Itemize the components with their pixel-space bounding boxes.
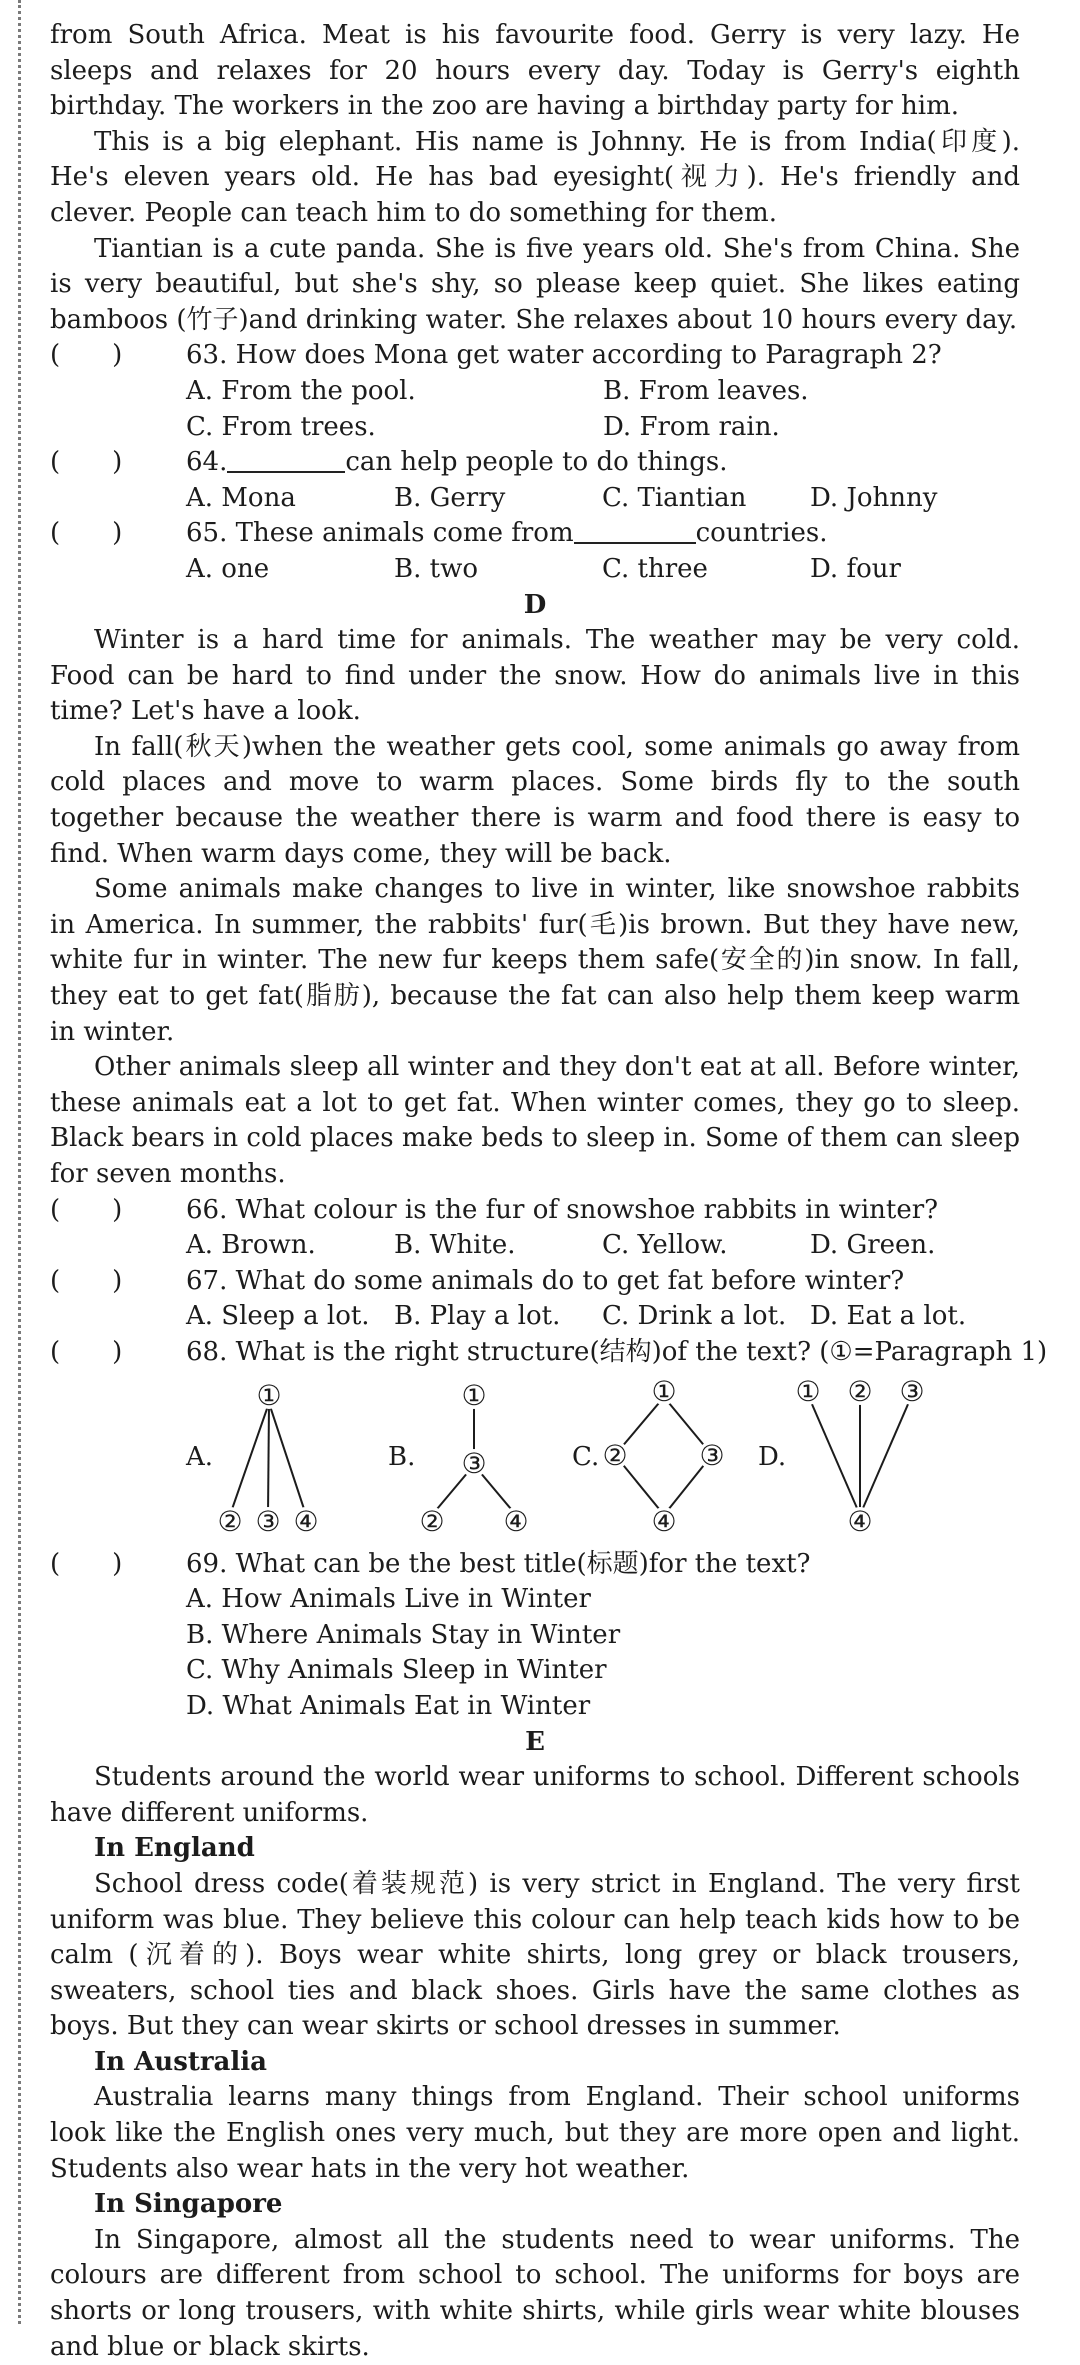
- exam-page: [50, 18, 1048, 2365]
- node-c-3-label: ③: [699, 1438, 725, 1472]
- question-64-options: [50, 481, 1020, 517]
- question-67: [50, 1264, 1020, 1300]
- option-67-b[interactable]: B. Play a lot.: [394, 1301, 561, 1332]
- node-a-2-label: ②: [217, 1504, 243, 1538]
- option-68-a[interactable]: A.: [186, 1441, 214, 1472]
- node-b-4-label: ④: [503, 1504, 529, 1538]
- answer-bracket-67[interactable]: ( ): [50, 1265, 123, 1296]
- question-66-stem: 66. What colour is the fur of snowshoe rabbits in winter?: [186, 1194, 939, 1225]
- diagram-a-line: [269, 1403, 306, 1515]
- node-d-1-label: ①: [795, 1374, 821, 1408]
- node-c-4-label: ④: [651, 1504, 677, 1538]
- subheading-singapore: In Singapore: [94, 2189, 283, 2220]
- node-c-1-label: ①: [651, 1374, 677, 1408]
- node-b-2-label: ②: [419, 1504, 445, 1538]
- option-64-d[interactable]: D. Johnny: [810, 482, 938, 513]
- node-c-2-label: ②: [602, 1438, 628, 1472]
- question-64-number: 64.: [186, 447, 228, 478]
- option-69-b[interactable]: B. Where Animals Stay in Winter: [186, 1619, 621, 1650]
- question-67-options: [50, 1299, 1020, 1335]
- question-64: [50, 445, 1020, 481]
- diagram-d-line: [808, 1395, 860, 1515]
- passage-e-paragraph-4: In Singapore, almost all the students need to wear uniforms. The colours are different from school to school. The uniforms for boys are shorts or long trousers, with white shirts, while girls wear white blouses and blue or black skirts.: [50, 2224, 1020, 2362]
- node-a-3-label: ③: [255, 1504, 281, 1538]
- option-64-a[interactable]: A. Mona: [186, 482, 296, 513]
- passage-c-paragraph-2: This is a big elephant. His name is Johnny. He is from India(印度). He's eleven years old. He has bad eyesight(视力). He's friendly and clever. People can teach him to do something for them.: [50, 126, 1020, 228]
- option-65-a[interactable]: A. one: [186, 553, 270, 584]
- option-69-d[interactable]: D. What Animals Eat in Winter: [186, 1690, 591, 1721]
- structure-diagrams-svg: [50, 1371, 1020, 1547]
- answer-bracket-63[interactable]: ( ): [50, 340, 123, 371]
- passage-d-paragraph-3: Some animals make changes to live in winter, like snowshoe rabbits in America. In summer, the rabbits' fur(毛)is brown. But they have new, white fur in winter. The new fur keeps them safe(安全的)in snow. In fall, they eat to get fat(脂肪), because the fat can also help them keep warm in winter.: [50, 874, 1020, 1047]
- binding-margin-dotted-line: [18, 0, 21, 2324]
- node-b-3-label: ③: [461, 1446, 487, 1480]
- question-63-options-row-2: [50, 410, 1020, 446]
- option-65-c[interactable]: C. three: [602, 553, 708, 584]
- question-65: [50, 516, 1020, 552]
- question-64-stem: can help people to do things.: [345, 447, 728, 478]
- answer-bracket-66[interactable]: ( ): [50, 1194, 123, 1225]
- structure-diagrams: [50, 1371, 1020, 1547]
- diagram-d-line: [860, 1395, 912, 1515]
- answer-bracket-64[interactable]: ( ): [50, 447, 123, 478]
- answer-bracket-69[interactable]: ( ): [50, 1548, 123, 1579]
- question-69-stem: 69. What can be the best title(标题)for the text?: [186, 1548, 811, 1579]
- subheading-australia: In Australia: [94, 2046, 267, 2077]
- option-68-b[interactable]: B.: [388, 1441, 416, 1472]
- passage-e-paragraph-3: Australia learns many things from England. Their school uniforms look like the English ones very much, but they are more open and light. Students also wear hats in the very hot weather.: [50, 2082, 1020, 2184]
- question-65-stem-end: countries.: [695, 518, 828, 549]
- option-67-d[interactable]: D. Eat a lot.: [810, 1301, 967, 1332]
- node-d-3-label: ③: [899, 1374, 925, 1408]
- option-64-b[interactable]: B. Gerry: [394, 482, 506, 513]
- node-b-1-label: ①: [461, 1378, 487, 1412]
- passage-c-paragraph-3: Tiantian is a cute panda. She is five years old. She's from China. She is very beautiful, but she's shy, so please keep quiet. She likes eating bamboos (竹子)and drinking water. She relaxes about 10 hours every day.: [50, 233, 1020, 335]
- option-66-d[interactable]: D. Green.: [810, 1230, 936, 1261]
- passage-d-paragraph-2: In fall(秋天)when the weather gets cool, some animals go away from cold places and move to warm places. Some birds fly to the south together because the weather there is warm and food there is easy to find. When warm days come, they will be back.: [50, 731, 1020, 869]
- question-63-options-row-1: [50, 374, 1020, 410]
- node-a-4-label: ④: [293, 1504, 319, 1538]
- question-63: [50, 338, 1020, 374]
- question-66-options: [50, 1228, 1020, 1264]
- option-63-b[interactable]: B. From leaves.: [603, 375, 809, 406]
- option-64-c[interactable]: C. Tiantian: [602, 482, 747, 513]
- question-65-stem: 65. These animals come from: [186, 518, 574, 549]
- option-66-a[interactable]: A. Brown.: [186, 1230, 316, 1261]
- option-69-a[interactable]: A. How Animals Live in Winter: [186, 1584, 591, 1615]
- option-65-d[interactable]: D. four: [810, 553, 901, 584]
- question-67-stem: 67. What do some animals do to get fat before winter?: [186, 1265, 905, 1296]
- section-e-heading: E: [525, 1726, 545, 1757]
- option-68-d[interactable]: D.: [758, 1441, 787, 1472]
- passage-d-paragraph-1: Winter is a hard time for animals. The weather may be very cold. Food can be hard to find under the snow. How do animals live in this time? Let's have a look.: [50, 625, 1020, 727]
- node-d-2-label: ②: [847, 1374, 873, 1408]
- question-68-stem: 68. What is the right structure(结构)of the text? (①=Paragraph 1): [186, 1336, 1048, 1367]
- option-67-c[interactable]: C. Drink a lot.: [602, 1301, 787, 1332]
- option-67-a[interactable]: A. Sleep a lot.: [186, 1301, 370, 1332]
- option-63-a[interactable]: A. From the pool.: [186, 375, 416, 406]
- question-66: [50, 1193, 1020, 1229]
- option-66-b[interactable]: B. White.: [394, 1230, 516, 1261]
- question-68: [50, 1335, 1048, 1371]
- option-69-c[interactable]: C. Why Animals Sleep in Winter: [186, 1655, 607, 1686]
- question-63-stem: 63. How does Mona get water according to Paragraph 2?: [186, 340, 942, 371]
- question-69: [50, 1547, 1020, 1583]
- section-d-heading: D: [523, 589, 547, 620]
- passage-e-paragraph-2: School dress code(着装规范) is very strict in England. The very first uniform was blue. They believe this colour can help teach kids how to be calm (沉着的). Boys wear white shirts, long grey or black trousers, sweaters, school ties and black shoes. Girls have the same clothes as boys. But they can wear skirts or school dresses in summer.: [50, 1868, 1020, 2042]
- answer-bracket-68[interactable]: ( ): [50, 1336, 123, 1367]
- option-63-d[interactable]: D. From rain.: [603, 411, 780, 442]
- answer-blank-65[interactable]: [574, 516, 696, 544]
- diagram-a-line: [268, 1403, 269, 1515]
- option-65-b[interactable]: B. two: [394, 553, 478, 584]
- answer-bracket-65[interactable]: ( ): [50, 518, 123, 549]
- option-68-c[interactable]: C.: [572, 1441, 600, 1472]
- passage-c-paragraph-1: from South Africa. Meat is his favourite food. Gerry is very lazy. He sleeps and relaxes for 20 hours every day. Today is Gerry's eighth birthday. The workers in the zoo are having a birthday party for him.: [50, 20, 1020, 122]
- node-a-1-label: ①: [256, 1378, 282, 1412]
- passage-d-paragraph-4: Other animals sleep all winter and they don't eat at all. Before winter, these animals eat a lot to get fat. When winter comes, they go to sleep. Black bears in cold places make beds to sleep in. Some of them can sleep for seven months.: [50, 1052, 1020, 1189]
- question-65-options: [50, 552, 1020, 588]
- option-66-c[interactable]: C. Yellow.: [602, 1230, 728, 1261]
- subheading-england: In England: [94, 1833, 255, 1864]
- diagram-a-line: [230, 1403, 269, 1515]
- passage-e-paragraph-1: Students around the world wear uniforms to school. Different schools have different uniforms.: [50, 1762, 1020, 1828]
- answer-blank-64[interactable]: [227, 445, 345, 473]
- node-d-4-label: ④: [847, 1504, 873, 1538]
- option-63-c[interactable]: C. From trees.: [186, 411, 376, 442]
